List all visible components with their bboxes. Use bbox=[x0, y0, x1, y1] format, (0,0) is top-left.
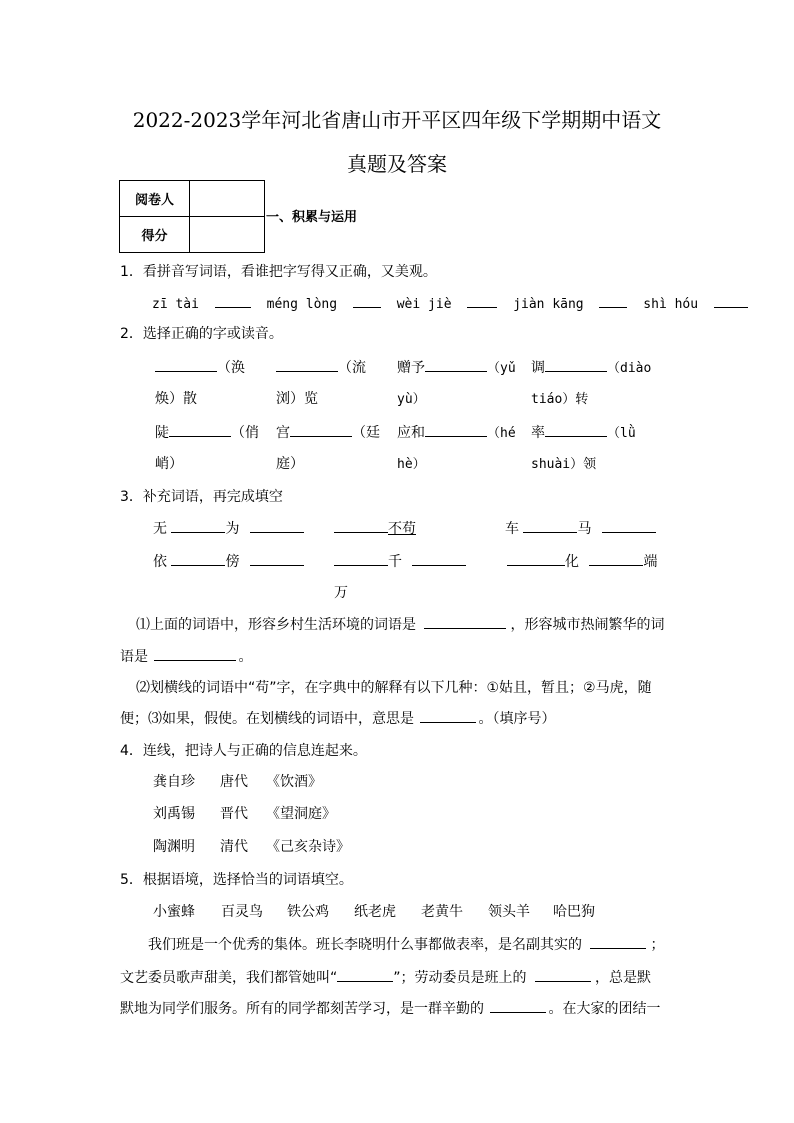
q2-blank-2[interactable] bbox=[276, 359, 338, 372]
q5-option-6: 领头羊 bbox=[488, 904, 530, 920]
q4-work-1[interactable]: 《饮酒》 bbox=[266, 774, 322, 790]
q2-item-4-cont: tiáo）转 bbox=[531, 392, 589, 407]
q4-dynasty-2[interactable]: 晋代 bbox=[220, 806, 248, 822]
q1-blank-2[interactable] bbox=[353, 295, 381, 308]
q1-pinyin-row bbox=[152, 295, 748, 312]
q2-item-3-cont: yù） bbox=[397, 392, 426, 407]
q2-blank-4[interactable] bbox=[545, 359, 607, 372]
q3-idiom-2 bbox=[334, 518, 416, 538]
q3-sub2-line1: ⑵划横线的词语中“苟”字，在字典中的解释有以下几种：①姑且，暂且；②马虎，随 bbox=[136, 680, 652, 696]
score-cell[interactable] bbox=[190, 217, 265, 253]
q5-option-5: 老黄牛 bbox=[421, 904, 463, 920]
q5-prompt: 5．根据语境，选择恰当的词语填空。 bbox=[120, 872, 353, 888]
q2-item-6: 宫 （廷 bbox=[276, 425, 380, 441]
q5-para-line3: 默地为同学们服务。所有的同学都刻苦学习，是一群辛勤的 。在大家的团结一 bbox=[120, 1001, 661, 1017]
q1-blank-4[interactable] bbox=[599, 295, 627, 308]
score-table bbox=[119, 180, 265, 253]
q3-sub1-line1: ⑴上面的词语中，形容乡村生活环境的词语是 ，形容城市热闹繁华的词 bbox=[136, 617, 665, 633]
q3-idiom-1: 无 为 bbox=[153, 518, 304, 538]
q1-blank-1[interactable] bbox=[215, 295, 251, 308]
q1-pinyin-1: zī tài bbox=[152, 297, 199, 312]
q3-idiom-5: 千 bbox=[334, 551, 466, 571]
q3-blank-8[interactable] bbox=[334, 553, 388, 566]
q2-item-5-cont: 峭） bbox=[155, 456, 183, 472]
q3-blank-5[interactable] bbox=[602, 520, 656, 533]
q5-para-line2: 文艺委员歌声甜美，我们都管她叫“ ”；劳动委员是班上的 ，总是默 bbox=[120, 970, 651, 986]
q5-option-4: 纸老虎 bbox=[354, 904, 396, 920]
q5-option-7: 哈巴狗 bbox=[553, 904, 595, 920]
q3-idiom-3: 车 马 bbox=[505, 518, 656, 538]
q5-blank-2[interactable] bbox=[337, 969, 393, 982]
q4-work-3[interactable]: 《己亥杂诗》 bbox=[266, 839, 350, 855]
q2-item-7-cont: hè） bbox=[397, 457, 426, 472]
q3-wrap-char: 万 bbox=[334, 585, 348, 601]
q5-blank-3[interactable] bbox=[535, 969, 591, 982]
q5-option-2: 百灵鸟 bbox=[221, 904, 263, 920]
q3-blank-9[interactable] bbox=[412, 553, 466, 566]
q2-blank-1[interactable] bbox=[155, 359, 217, 372]
q2-blank-8[interactable] bbox=[545, 424, 607, 437]
q3-sub1-blank-2[interactable] bbox=[154, 648, 236, 661]
q1-blank-5[interactable] bbox=[714, 295, 748, 308]
q5-blank-1[interactable] bbox=[590, 936, 646, 949]
q3-blank-3[interactable] bbox=[334, 520, 388, 533]
q2-item-8: 率 （lǜ bbox=[531, 425, 636, 441]
q3-blank-4[interactable] bbox=[523, 520, 577, 533]
q4-dynasty-3[interactable]: 清代 bbox=[220, 839, 248, 855]
q3-sub2-line2: 便；⑶如果，假使。在划横线的词语中，意思是 。（填序号） bbox=[120, 711, 556, 727]
q4-work-2[interactable]: 《望洞庭》 bbox=[266, 806, 336, 822]
document-title-line1: 2022-2023学年河北省唐山市开平区四年级下学期期中语文 bbox=[132, 108, 662, 132]
q3-idiom-4: 依 傍 bbox=[153, 551, 304, 571]
q4-poet-3[interactable]: 陶渊明 bbox=[153, 839, 195, 855]
q4-poet-2[interactable]: 刘禹锡 bbox=[153, 806, 195, 822]
section-title: 一、积累与运用 bbox=[266, 210, 358, 225]
q3-blank-2[interactable] bbox=[250, 520, 304, 533]
q2-item-8-cont: shuài）领 bbox=[531, 457, 597, 472]
q3-underlined-word: 不苟 bbox=[388, 521, 416, 537]
reviewer-label: 阅卷人 bbox=[120, 181, 190, 217]
q4-prompt: 4．连线，把诗人与正确的信息连起来。 bbox=[120, 743, 367, 759]
q1-pinyin-5: shì hóu bbox=[643, 297, 699, 312]
q2-item-3: 赠予 （yǔ bbox=[397, 360, 516, 376]
q2-item-2: （流 bbox=[276, 357, 366, 377]
q3-sub1-blank-1[interactable] bbox=[424, 616, 506, 629]
q3-idiom-6: 化 端 bbox=[507, 551, 657, 571]
q3-sub2-blank[interactable] bbox=[420, 710, 476, 723]
q3-blank-1[interactable] bbox=[171, 520, 225, 533]
q3-blank-11[interactable] bbox=[589, 553, 643, 566]
q2-item-6-cont: 庭） bbox=[276, 456, 304, 472]
document-title-line2: 真题及答案 bbox=[347, 152, 447, 176]
reviewer-cell[interactable] bbox=[190, 181, 265, 217]
q2-item-1: （涣 bbox=[155, 357, 245, 377]
q2-item-7: 应和 （hé bbox=[397, 425, 516, 441]
q2-blank-3[interactable] bbox=[425, 359, 487, 372]
q5-para-line1: 我们班是一个优秀的集体。班长李晓明什么事都做表率，是名副其实的 ； bbox=[148, 937, 665, 953]
q2-item-4: 调 （diào bbox=[531, 360, 652, 376]
q3-blank-7[interactable] bbox=[250, 553, 304, 566]
q5-option-1: 小蜜蜂 bbox=[153, 904, 195, 920]
q4-dynasty-1[interactable]: 唐代 bbox=[220, 774, 248, 790]
q1-pinyin-4: jiàn kāng bbox=[513, 297, 584, 312]
q3-blank-6[interactable] bbox=[171, 553, 225, 566]
q5-option-3: 铁公鸡 bbox=[287, 904, 329, 920]
q2-item-2-cont: 浏）览 bbox=[276, 391, 318, 407]
score-label: 得分 bbox=[120, 217, 190, 253]
q1-pinyin-2: méng lòng bbox=[266, 297, 338, 312]
q3-blank-10[interactable] bbox=[507, 553, 565, 566]
q2-blank-6[interactable] bbox=[290, 424, 352, 437]
q2-blank-7[interactable] bbox=[425, 424, 487, 437]
q3-prompt: 3．补充词语，再完成填空 bbox=[120, 489, 283, 505]
q4-poet-1[interactable]: 龚自珍 bbox=[153, 774, 195, 790]
q1-blank-3[interactable] bbox=[467, 295, 497, 308]
q2-prompt: 2．选择正确的字或读音。 bbox=[120, 326, 283, 342]
q2-item-1-cont: 焕）散 bbox=[155, 391, 197, 407]
q5-blank-4[interactable] bbox=[490, 1000, 546, 1013]
q1-prompt: 1．看拼音写词语，看谁把字写得又正确，又美观。 bbox=[120, 264, 437, 280]
q2-item-5: 陡 （俏 bbox=[155, 425, 259, 441]
q2-blank-5[interactable] bbox=[169, 424, 231, 437]
q1-pinyin-3: wèi jiè bbox=[396, 297, 452, 312]
q3-sub1-line2: 语是 。 bbox=[120, 649, 253, 665]
